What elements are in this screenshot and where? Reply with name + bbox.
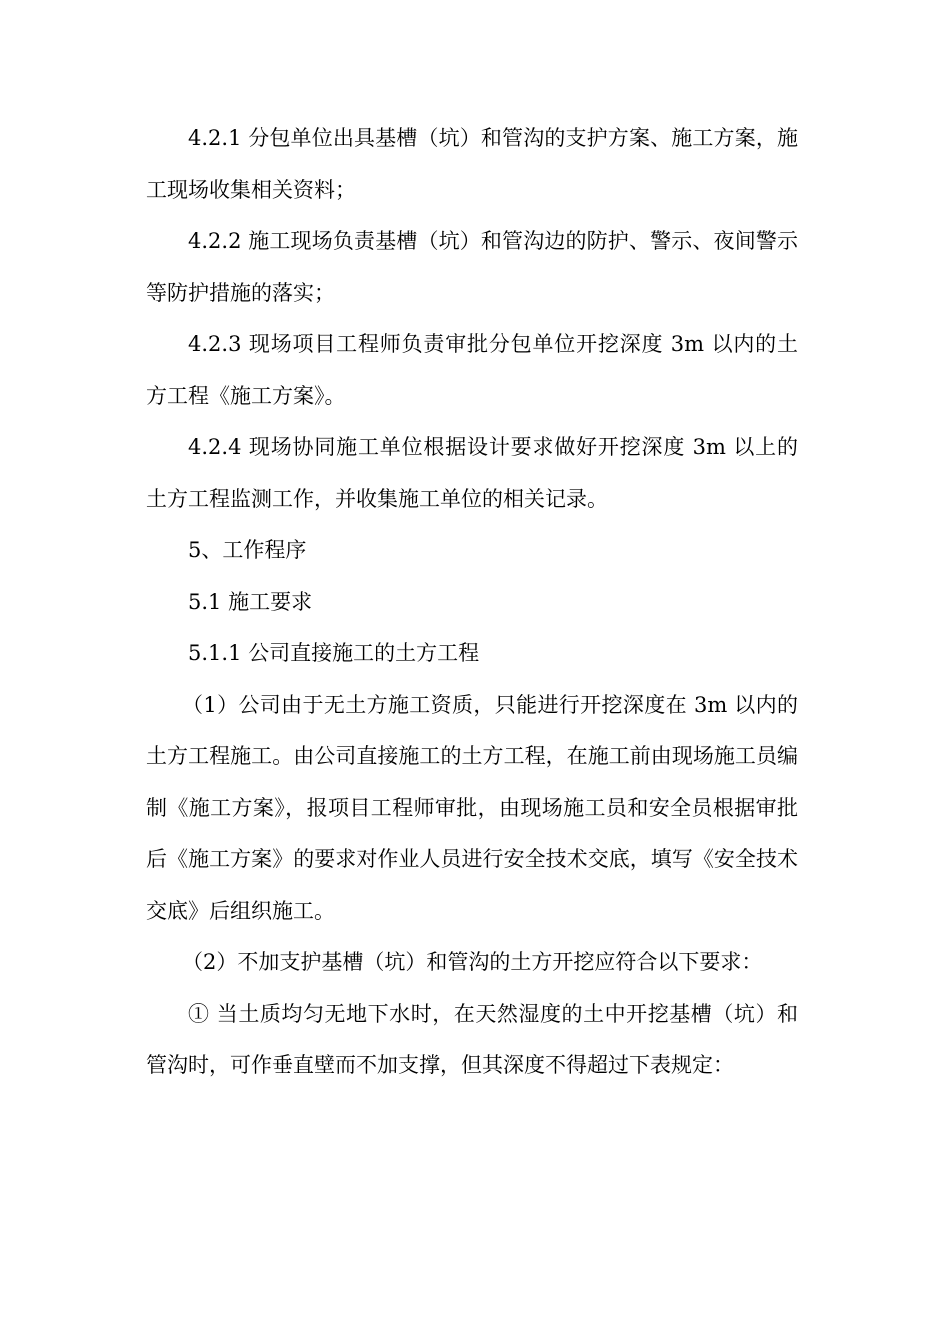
section-heading-5: 5、工作程序 <box>188 538 307 562</box>
paragraph-item-2: （2）不加支护基槽（坑）和管沟的土方开挖应符合以下要求： <box>182 950 763 974</box>
section-heading-5-1-1: 5.1.1 公司直接施工的土方工程 <box>188 641 480 665</box>
paragraph-circle-1: ① 当土质均匀无地下水时，在天然湿度的土中开挖基槽（坑）和管沟时，可作垂直壁而不加支撑，但其深度不得超过下表规定： <box>146 1001 798 1077</box>
section-heading-5-1: 5.1 施工要求 <box>188 589 313 614</box>
document-body <box>146 113 798 1092</box>
paragraph-4-2-1: 4.2.1 分包单位出具基槽（坑）和管沟的支护方案、施工方案，施工现场收集相关资料； <box>146 126 798 202</box>
paragraph-4-2-3: 4.2.3 现场项目工程师负责审批分包单位开挖深度 3m 以内的土方工程《施工方案》。 <box>146 332 798 408</box>
paragraph-4-2-2: 4.2.2 施工现场负责基槽（坑）和管沟边的防护、警示、夜间警示等防护措施的落实； <box>146 229 798 305</box>
paragraph-item-1: （1）公司由于无土方施工资质，只能进行开挖深度在 3m 以内的土方工程施工。由公司直接施工的土方工程，在施工前由现场施工员编制《施工方案》，报项目工程师审批，由现场施工员和安全员根据审批后《施工方案》的要求对作业人员进行安全技术交底，填写《安全技术交底》后组织施工。 <box>146 692 798 923</box>
paragraph-4-2-4: 4.2.4 现场协同施工单位根据设计要求做好开挖深度 3m 以上的土方工程监测工作，并收集施工单位的相关记录。 <box>146 435 798 511</box>
